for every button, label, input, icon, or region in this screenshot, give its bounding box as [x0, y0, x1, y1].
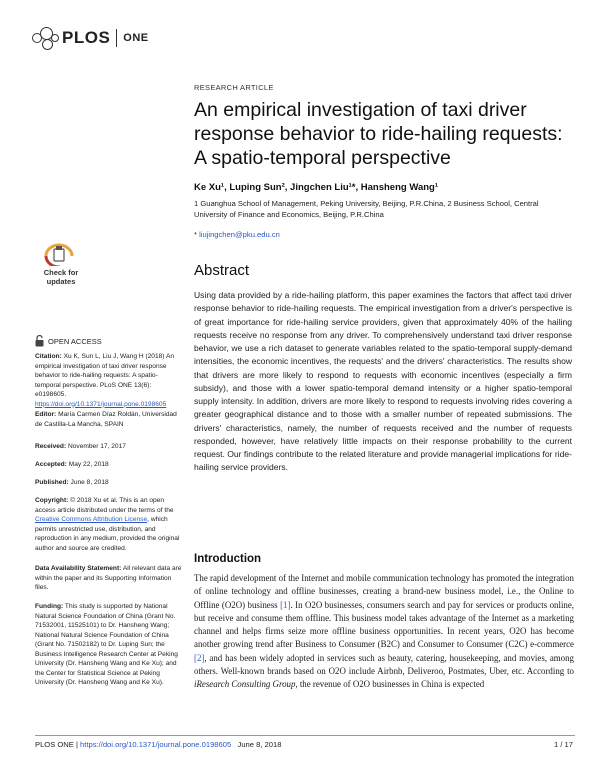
funding-label: Funding:: [35, 603, 64, 610]
footer-divider: [35, 735, 575, 736]
badge-label: Check for updates: [43, 268, 79, 286]
published-block: [35, 478, 183, 488]
page-number: 1 / 17: [554, 740, 573, 749]
accepted-date: May 22, 2018: [68, 461, 109, 468]
corresponding-email[interactable]: liujingchen@pku.edu.cn: [199, 230, 280, 239]
intro-part-4: , the revenue of O2O businesses in China is expected: [295, 679, 485, 690]
logo-wordmark: PLOS: [62, 28, 111, 47]
citation-text: Xu K, Sun L, Liu J, Wang H (2018) An empirical investigation of taxi driver response behavior to ride-hailing requests: A spatio-temporal perspective. PLoS ONE 13(6): e0198605.: [35, 353, 175, 398]
reference-link-2[interactable]: [2]: [194, 652, 205, 663]
page-footer: [35, 740, 281, 749]
received-label: Received:: [35, 443, 67, 450]
source-name: iResearch Consulting Group: [194, 679, 296, 690]
citation-block: [35, 352, 183, 409]
update-ring-icon: [40, 242, 78, 266]
introduction-heading: Introduction: [194, 553, 262, 565]
author-list: Ke Xu¹, Luping Sun², Jingchen Liu¹*, Hansheng Wang¹: [194, 182, 438, 193]
funding-block: [35, 602, 183, 688]
plos-logo-icon: [30, 24, 60, 52]
open-lock-icon: [35, 335, 44, 347]
license-link[interactable]: Creative Commons Attribution License: [35, 516, 148, 523]
correspondence: [194, 230, 280, 239]
footer-date: June 8, 2018: [237, 740, 282, 749]
citation-doi-link[interactable]: https://doi.org/10.1371/journal.pone.0198605: [35, 400, 167, 408]
article-title: An empirical investigation of taxi driver response behavior to ride-hailing requests: A spatio-temporal perspective: [194, 99, 563, 169]
footer-journal: PLOS ONE: [35, 740, 74, 749]
open-access-label: OPEN ACCESS: [48, 336, 102, 346]
copyright-text: © 2018 Xu et al. This is an open access article distributed under the terms of the: [35, 497, 174, 514]
published-date: June 8, 2018: [70, 479, 109, 486]
affiliations: 1 Guanghua School of Management, Peking University, Beijing, P.R.China, 2 Business School, Central University of Finance and Economics, Beijing, P.R.China: [194, 199, 539, 219]
editor-label: Editor:: [35, 411, 57, 418]
intro-part-2: . In O2O businesses, consumers search and pay for services or products online, but receive and consume them offline. This business model takes advantage of the Internet as a marketing channel and helps firms seize more offline business opportunities. In recent years, O2O has become another growing trend after Business to Consumer (B2C) and Consumer to Consumer (C2C) e-commerce: [194, 599, 575, 650]
data-availability-text: All relevant data are within the paper and its Supporting Information files.: [35, 565, 182, 591]
open-access-indicator: [35, 335, 102, 347]
corresponding-mark: *: [194, 230, 197, 239]
published-label: Published:: [35, 479, 69, 486]
logo-divider: [116, 29, 117, 47]
abstract-heading: Abstract: [194, 262, 250, 279]
intro-part-3: , and has been widely adopted in services such as beauty, catering, housekeeping, and movies, among others. Well-known brands based on O2O include Airbnb, Deliveroo, Postmates, Uber, etc. According to: [194, 652, 574, 677]
editor-text: María Carmen Díaz Roldán, Universidad de Castilla-La Mancha, SPAIN: [35, 411, 177, 428]
received-date: November 17, 2017: [68, 443, 126, 450]
copyright-block: [35, 496, 183, 553]
article-type: RESEARCH ARTICLE: [194, 83, 274, 92]
abstract-text: Using data provided by a ride-hailing platform, this paper examines the factors that affect taxi driver response behavior to ride-hailing requests. The empirical investigation from a driver's perspective is of great importance for ride-hailing service providers, given that approximately 40% of the hailing requests receive no response from any driver. To comprehensively understand taxi driver response behavior, we use a rich dataset to generate variables related to the spatio-temporal supply-demand intensities, the economic incentives, the requests' and the drivers' characteristics. The results show that drivers are more likely to respond to requests with economic incentives (especially a firm subsidy), and those with a lower spatio-temporal demand intensity or a higher spatio-temporal supply intensity. In addition, drivers are more likely to respond to requests involving rides covering a greater geographical distance and to those with a smaller number of repeated submissions. The drivers' characteristics, namely, the number of requests received and the number of requests responded, however, have relatively little impacts on their response probability to the current request. Our findings contribute to the related literature and provide managerial implications for ride-hailing service providers.: [194, 290, 572, 473]
introduction-text: [194, 572, 574, 692]
footer-separator: |: [73, 740, 81, 749]
check-for-updates-badge[interactable]: [35, 240, 85, 295]
plos-one-logo[interactable]: [30, 24, 149, 52]
reference-link-1[interactable]: [1]: [280, 599, 291, 610]
journal-name: ONE: [123, 32, 149, 44]
accepted-block: [35, 460, 183, 470]
funding-text: This study is supported by National Natural Science Foundation of China (Grant No. 71532001, 11525101) to Dr. Hansheng Wang; National Natural Science Foundation of China (Grant No. 71502182) to Dr. Luping Sun; the Business Intelligence Research Center at Peking University (Dr. Hansheng Wang and Ke Xu); and the Center for Statistical Science at Peking University (Dr. Hansheng Wang and Ke Xu).: [35, 603, 178, 686]
citation-label: Citation:: [35, 353, 62, 360]
footer-doi-link[interactable]: https://doi.org/10.1371/journal.pone.0198605: [80, 740, 232, 749]
intro-part-1: The rapid development of the Internet and mobile communication technology has promoted the integration of online technology and offline businesses, creating a brand-new business model, i.e., the Online to Offline (O2O) business: [194, 573, 574, 610]
copyright-label: Copyright:: [35, 497, 69, 504]
received-block: [35, 442, 183, 452]
data-availability-label: Data Availability Statement:: [35, 565, 122, 572]
data-availability-block: [35, 564, 183, 593]
accepted-label: Accepted:: [35, 461, 67, 468]
copyright-text-end: , which permits unrestricted use, distribution, and reproduction in any medium, provided the original author and source are credited.: [35, 516, 180, 552]
editor-block: [35, 410, 183, 429]
